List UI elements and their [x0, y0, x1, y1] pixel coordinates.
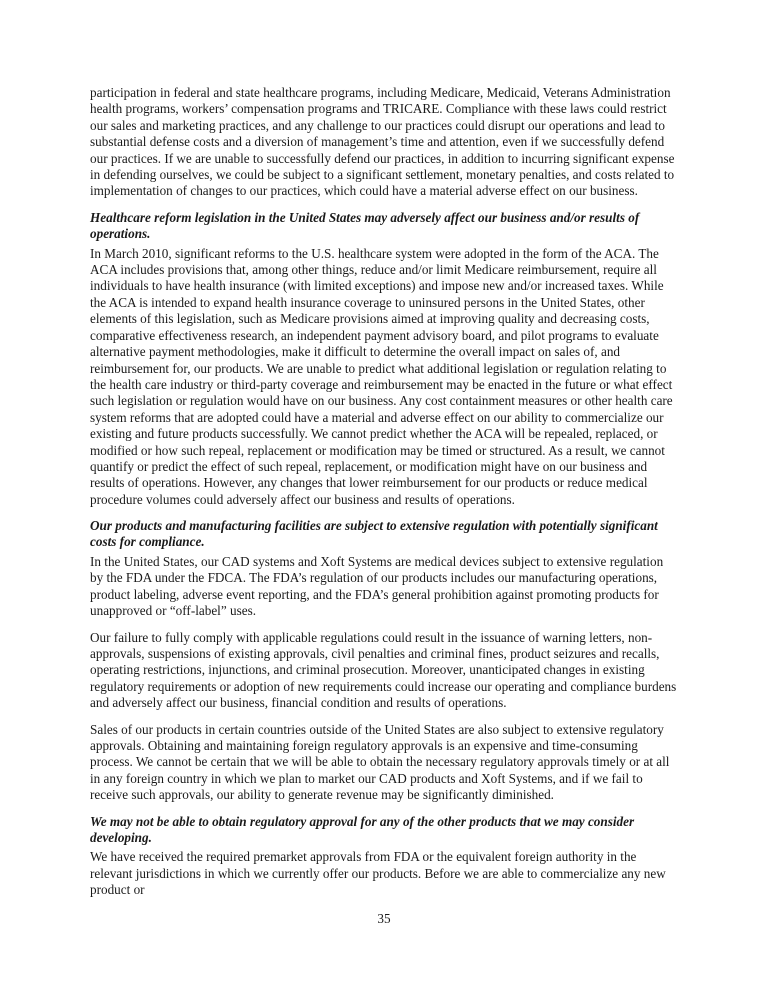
risk-factor-heading-extensive-regulation: Our products and manufacturing facilities are subject to extensive regulation with potentially significant costs for compliance.	[90, 518, 658, 550]
risk-factor-heading-regulatory-approval: We may not be able to obtain regulatory approval for any of the other products that we may consider developing.	[90, 813, 635, 845]
paragraph-foreign-approvals: Sales of our products in certain countries outside of the United States are also subject to extensive regulatory approvals. Obtaining and maintaining foreign regulatory approvals is an expensive and time-consuming process. We cannot be certain that we will be able to obtain the necessary regulatory approvals timely or at all in any foreign country in which we plan to market our CAD products and Xoft Systems, and if we fail to receive such approvals, our ability to generate revenue may be significantly diminished.	[90, 721, 670, 803]
page-number: 35	[377, 910, 391, 926]
paragraph-fda-regulation: In the United States, our CAD systems and Xoft Systems are medical devices subject to extensive regulation by the FDA under the FDCA. The FDA’s regulation of our products includes our manufacturing operations, product labeling, adverse event reporting, and the FDA’s general prohibition against promoting products for unapproved or “off-label” uses.	[90, 553, 664, 619]
paragraph-healthcare-programs: participation in federal and state healthcare programs, including Medicare, Medicaid, Veterans Administration health programs, workers’ compensation programs and TRICARE. Compliance with these laws could restrict our sales and marketing practices, and any challenge to our practices could disrupt our operations and lead to substantial defense costs and a diversion of management’s time and attention, even if we successfully defend our practices. If we are unable to successfully defend our practices, in addition to incurring significant expense in defending ourselves, we could be subject to a significant settlement, monetary penalties, and costs related to implementation of changes to our practices, which could have a material adverse effect on our business.	[90, 85, 675, 199]
risk-factor-heading-healthcare-reform: Healthcare reform legislation in the United States may adversely affect our business and/or results of operations.	[90, 209, 640, 241]
paragraph-premarket-approvals: We have received the required premarket approvals from FDA or the equivalent foreign authority in the relevant jurisdictions in which we currently offer our products. Before we are able to commercialize any new product or	[90, 849, 666, 898]
paragraph-compliance-failure: Our failure to fully comply with applicable regulations could result in the issuance of warning letters, non-approvals, suspensions of existing approvals, civil penalties and criminal fines, product seizures and recalls, operating restrictions, injunctions, and criminal prosecution. Moreover, unanticipated changes in existing regulatory requirements or adoption of new requirements could increase our operating and compliance burdens and adversely affect our business, financial condition and results of operations.	[90, 629, 677, 711]
paragraph-aca-reform: In March 2010, significant reforms to the U.S. healthcare system were adopted in the form of the ACA. The ACA includes provisions that, among other things, reduce and/or limit Medicare reimbursement, require all individuals to have health insurance (with limited exceptions) and impose new and/or increased taxes. While the ACA is intended to expand health insurance coverage to uninsured persons in the United States, other elements of this legislation, such as Medicare provisions aimed at improving quality and decreasing costs, comparative effectiveness research, an independent payment advisory board, and pilot programs to evaluate alternative payment methodologies, make it difficult to determine the overall impact on sales of, and reimbursement for, our products. We are unable to predict what additional legislation or regulation relating to the health care industry or third-party coverage and reimbursement may be enacted in the future or what effect such legislation or regulation would have on our business. Any cost containment measures or other health care system reforms that are adopted could have a material and adverse effect on our ability to commercialize our existing and future products successfully. We cannot predict whether the ACA will be repealed, replaced, or modified or how such repeal, replacement or modification may be timed or structured. As a result, we cannot quantify or predict the effect of such repeal, replacement, or modification might have on our business and results of operations. However, any changes that lower reimbursement for our products or reduce medical procedure volumes could adversely affect our business and results of operations.	[90, 245, 673, 507]
